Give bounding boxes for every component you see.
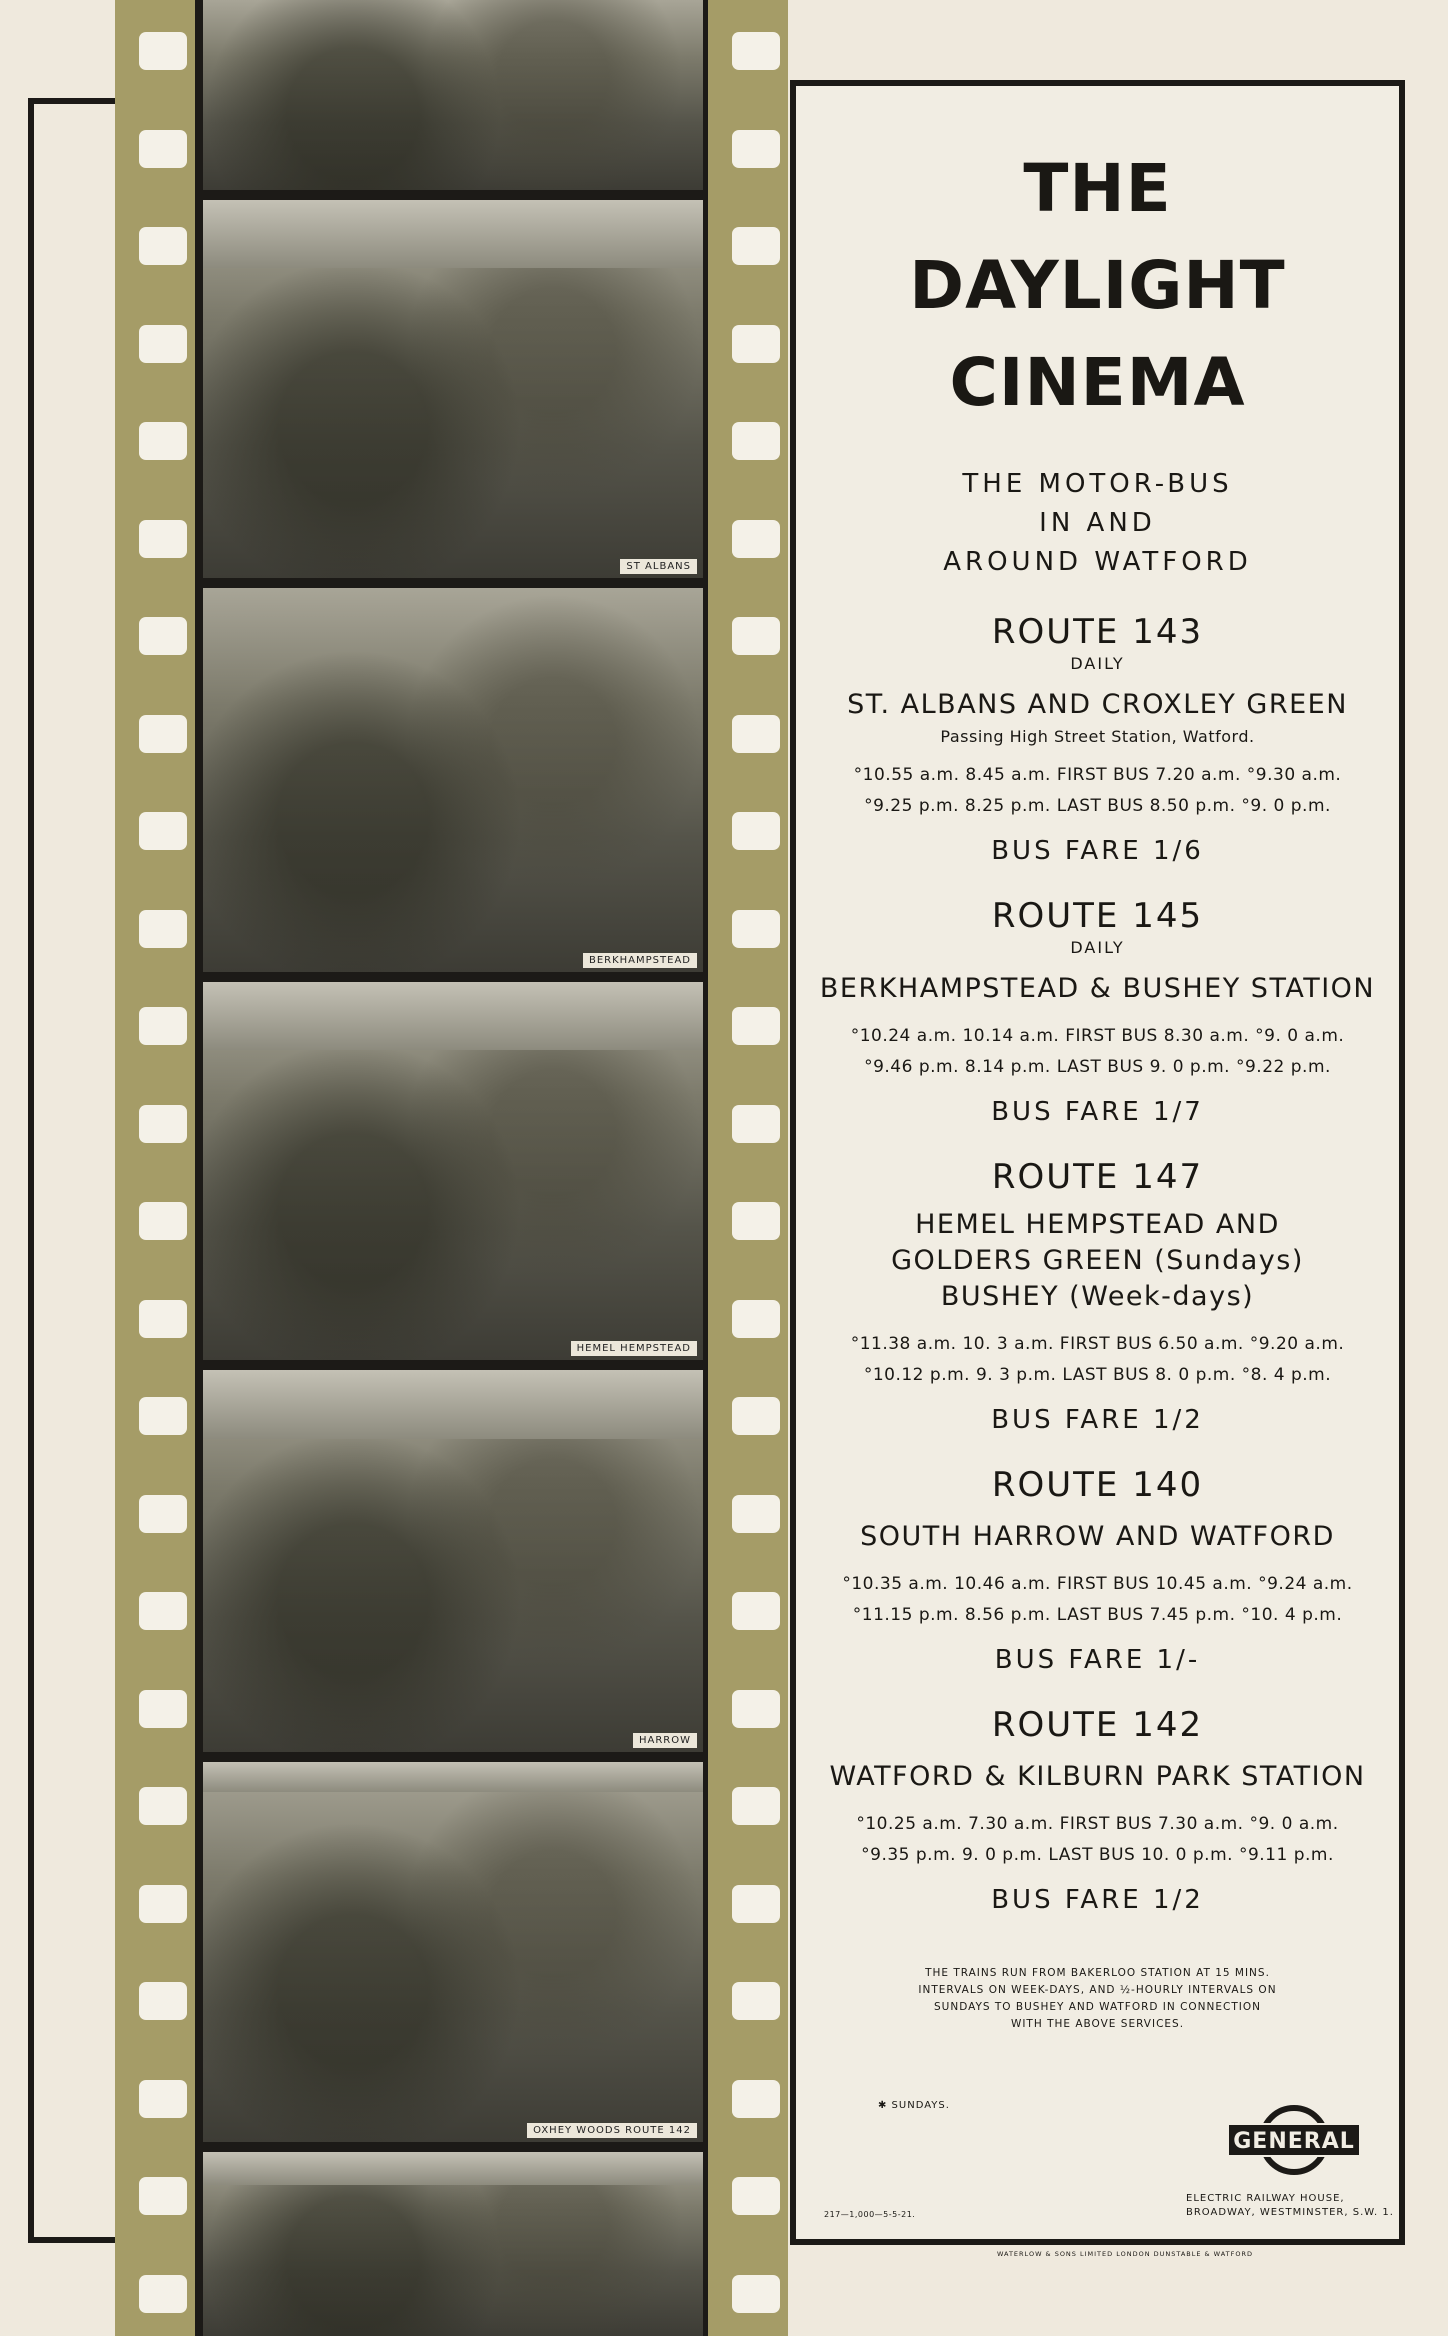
sprocket-hole <box>139 812 187 850</box>
sprocket-hole <box>139 1592 187 1630</box>
route-frequency: DAILY <box>1070 938 1125 957</box>
route-number: ROUTE 147 <box>991 1157 1204 1197</box>
sprocket-hole <box>732 227 780 265</box>
sprocket-hole <box>732 1397 780 1435</box>
sprocket-hole <box>139 1397 187 1435</box>
train-connection-note: THE TRAINS RUN FROM BAKERLOO STATION AT 15 MINS. INTERVALS ON WEEK-DAYS, AND ½-HOURLY INTERVALS ON SUNDAYS TO BUSHEY AND WATFORD IN CONNECTION WITH THE ABOVE SERVICES. <box>918 1967 1277 2030</box>
photo-frame-oxhey-woods <box>203 1762 703 2142</box>
poster-subtitle: THE MOTOR-BUS IN AND AROUND WATFORD <box>943 469 1252 577</box>
poster-title: THE DAYLIGHT CINEMA <box>909 150 1286 421</box>
photo-strip <box>195 0 712 2336</box>
publisher-address: ELECTRIC RAILWAY HOUSE, BROADWAY, WESTMINSTER, S.W. 1. <box>1186 2193 1394 2218</box>
route-number: ROUTE 142 <box>991 1705 1204 1745</box>
sprocket-hole <box>139 910 187 948</box>
route-number: ROUTE 143 <box>991 612 1204 652</box>
route-times <box>800 1569 1395 1631</box>
sprocket-hole <box>139 422 187 460</box>
sundays-key: ✱ SUNDAYS. <box>878 2100 950 2111</box>
route-destination: WATFORD & KILBURN PARK STATION <box>829 1761 1366 1792</box>
route-passing-note: Passing High Street Station, Watford. <box>940 727 1255 746</box>
route-block-142 <box>800 1705 1395 1915</box>
photo-frame <box>203 2152 703 2336</box>
logo-text: GENERAL <box>1227 2123 1361 2157</box>
photo-caption: BERKHAMPSTEAD <box>583 953 697 968</box>
last-bus-times: °9.46 p.m. 8.14 p.m. LAST BUS 9. 0 p.m. °9.22 p.m. <box>864 1057 1331 1077</box>
sprocket-hole <box>732 812 780 850</box>
route-fare: BUS FARE 1/2 <box>991 1405 1204 1435</box>
sprocket-hole <box>732 910 780 948</box>
timetable-content <box>800 120 1395 2033</box>
route-destination: SOUTH HARROW AND WATFORD <box>860 1521 1335 1552</box>
route-block-145 <box>800 896 1395 1127</box>
printer-credit: WATERLOW & SONS LIMITED LONDON DUNSTABLE & WATFORD <box>996 2250 1254 2258</box>
sprocket-hole <box>139 2275 187 2313</box>
route-destination: BERKHAMPSTEAD & BUSHEY STATION <box>819 973 1376 1004</box>
sprocket-hole <box>139 1495 187 1533</box>
first-bus-times: °10.55 a.m. 8.45 a.m. FIRST BUS 7.20 a.m. °9.30 a.m. <box>853 765 1342 785</box>
route-number: ROUTE 145 <box>991 896 1204 936</box>
sprocket-hole <box>139 1300 187 1338</box>
route-block-147 <box>800 1157 1395 1435</box>
photo-frame-berkhampstead <box>203 588 703 972</box>
sprocket-hole <box>732 1105 780 1143</box>
sprocket-hole <box>139 1007 187 1045</box>
last-bus-times: °9.25 p.m. 8.25 p.m. LAST BUS 8.50 p.m. °9. 0 p.m. <box>864 796 1331 816</box>
sprocket-hole <box>732 2275 780 2313</box>
sprocket-hole <box>139 130 187 168</box>
sprocket-hole <box>139 1982 187 2020</box>
photo-caption: HARROW <box>633 1733 697 1748</box>
photo-caption: HEMEL HEMPSTEAD <box>571 1341 697 1356</box>
general-logo <box>1227 2105 1361 2177</box>
sprocket-hole <box>732 32 780 70</box>
route-destination: HEMEL HEMPSTEAD AND GOLDERS GREEN (Sundays) BUSHEY (Week-days) <box>891 1209 1304 1312</box>
route-block-143 <box>800 612 1395 866</box>
sprocket-hole <box>732 130 780 168</box>
sprocket-hole <box>139 227 187 265</box>
first-bus-times: °10.24 a.m. 10.14 a.m. FIRST BUS 8.30 a.m. °9. 0 a.m. <box>850 1026 1345 1046</box>
sprocket-hole <box>139 1690 187 1728</box>
sprocket-hole <box>732 1202 780 1240</box>
route-fare: BUS FARE 1/7 <box>991 1097 1204 1127</box>
film-strip-left <box>115 0 195 2336</box>
first-bus-times: °11.38 a.m. 10. 3 a.m. FIRST BUS 6.50 a.m. °9.20 a.m. <box>850 1334 1345 1354</box>
route-number: ROUTE 140 <box>991 1465 1204 1505</box>
print-reference: 217—1,000—5-5-21. <box>824 2210 916 2219</box>
sprocket-hole <box>139 1105 187 1143</box>
sprocket-hole <box>732 715 780 753</box>
route-times <box>800 1329 1395 1391</box>
route-frequency: DAILY <box>1070 654 1125 673</box>
route-fare: BUS FARE 1/6 <box>991 836 1204 866</box>
last-bus-times: °11.15 p.m. 8.56 p.m. LAST BUS 7.45 p.m. °10. 4 p.m. <box>852 1605 1343 1625</box>
photo-frame-harrow <box>203 1370 703 1752</box>
sprocket-hole <box>732 2177 780 2215</box>
route-times <box>800 1021 1395 1083</box>
route-destination: ST. ALBANS AND CROXLEY GREEN <box>847 689 1348 720</box>
route-fare: BUS FARE 1/- <box>994 1645 1201 1675</box>
sprocket-hole <box>732 1982 780 2020</box>
sprocket-hole <box>139 715 187 753</box>
sprocket-hole <box>732 1007 780 1045</box>
sprocket-hole <box>139 617 187 655</box>
sprocket-hole <box>732 1300 780 1338</box>
first-bus-times: °10.25 a.m. 7.30 a.m. FIRST BUS 7.30 a.m. °9. 0 a.m. <box>856 1814 1339 1834</box>
sprocket-hole <box>732 617 780 655</box>
route-fare: BUS FARE 1/2 <box>991 1885 1204 1915</box>
photo-frame-hemel-hempstead <box>203 982 703 1360</box>
sprocket-hole <box>732 2080 780 2118</box>
photo-frame <box>203 0 703 190</box>
first-bus-times: °10.35 a.m. 10.46 a.m. FIRST BUS 10.45 a.m. °9.24 a.m. <box>842 1574 1353 1594</box>
sprocket-hole <box>139 520 187 558</box>
route-times <box>800 1809 1395 1871</box>
sprocket-hole <box>732 1690 780 1728</box>
sprocket-hole <box>732 325 780 363</box>
last-bus-times: °9.35 p.m. 9. 0 p.m. LAST BUS 10. 0 p.m. °9.11 p.m. <box>861 1845 1334 1865</box>
photo-caption: OXHEY WOODS ROUTE 142 <box>527 2123 697 2138</box>
sprocket-hole <box>732 422 780 460</box>
film-strip-right <box>708 0 788 2336</box>
sprocket-hole <box>139 325 187 363</box>
sprocket-hole <box>732 520 780 558</box>
route-block-140 <box>800 1465 1395 1675</box>
photo-caption: ST ALBANS <box>620 559 697 574</box>
sprocket-hole <box>139 1202 187 1240</box>
sprocket-hole <box>732 1592 780 1630</box>
sprocket-hole <box>139 2080 187 2118</box>
sprocket-hole <box>732 1495 780 1533</box>
last-bus-times: °10.12 p.m. 9. 3 p.m. LAST BUS 8. 0 p.m. °8. 4 p.m. <box>863 1365 1332 1385</box>
sprocket-hole <box>139 32 187 70</box>
sprocket-hole <box>139 1787 187 1825</box>
sprocket-hole <box>139 1885 187 1923</box>
photo-frame-st-albans <box>203 200 703 578</box>
sprocket-hole <box>139 2177 187 2215</box>
sprocket-hole <box>732 1787 780 1825</box>
route-times <box>800 760 1395 822</box>
sprocket-hole <box>732 1885 780 1923</box>
